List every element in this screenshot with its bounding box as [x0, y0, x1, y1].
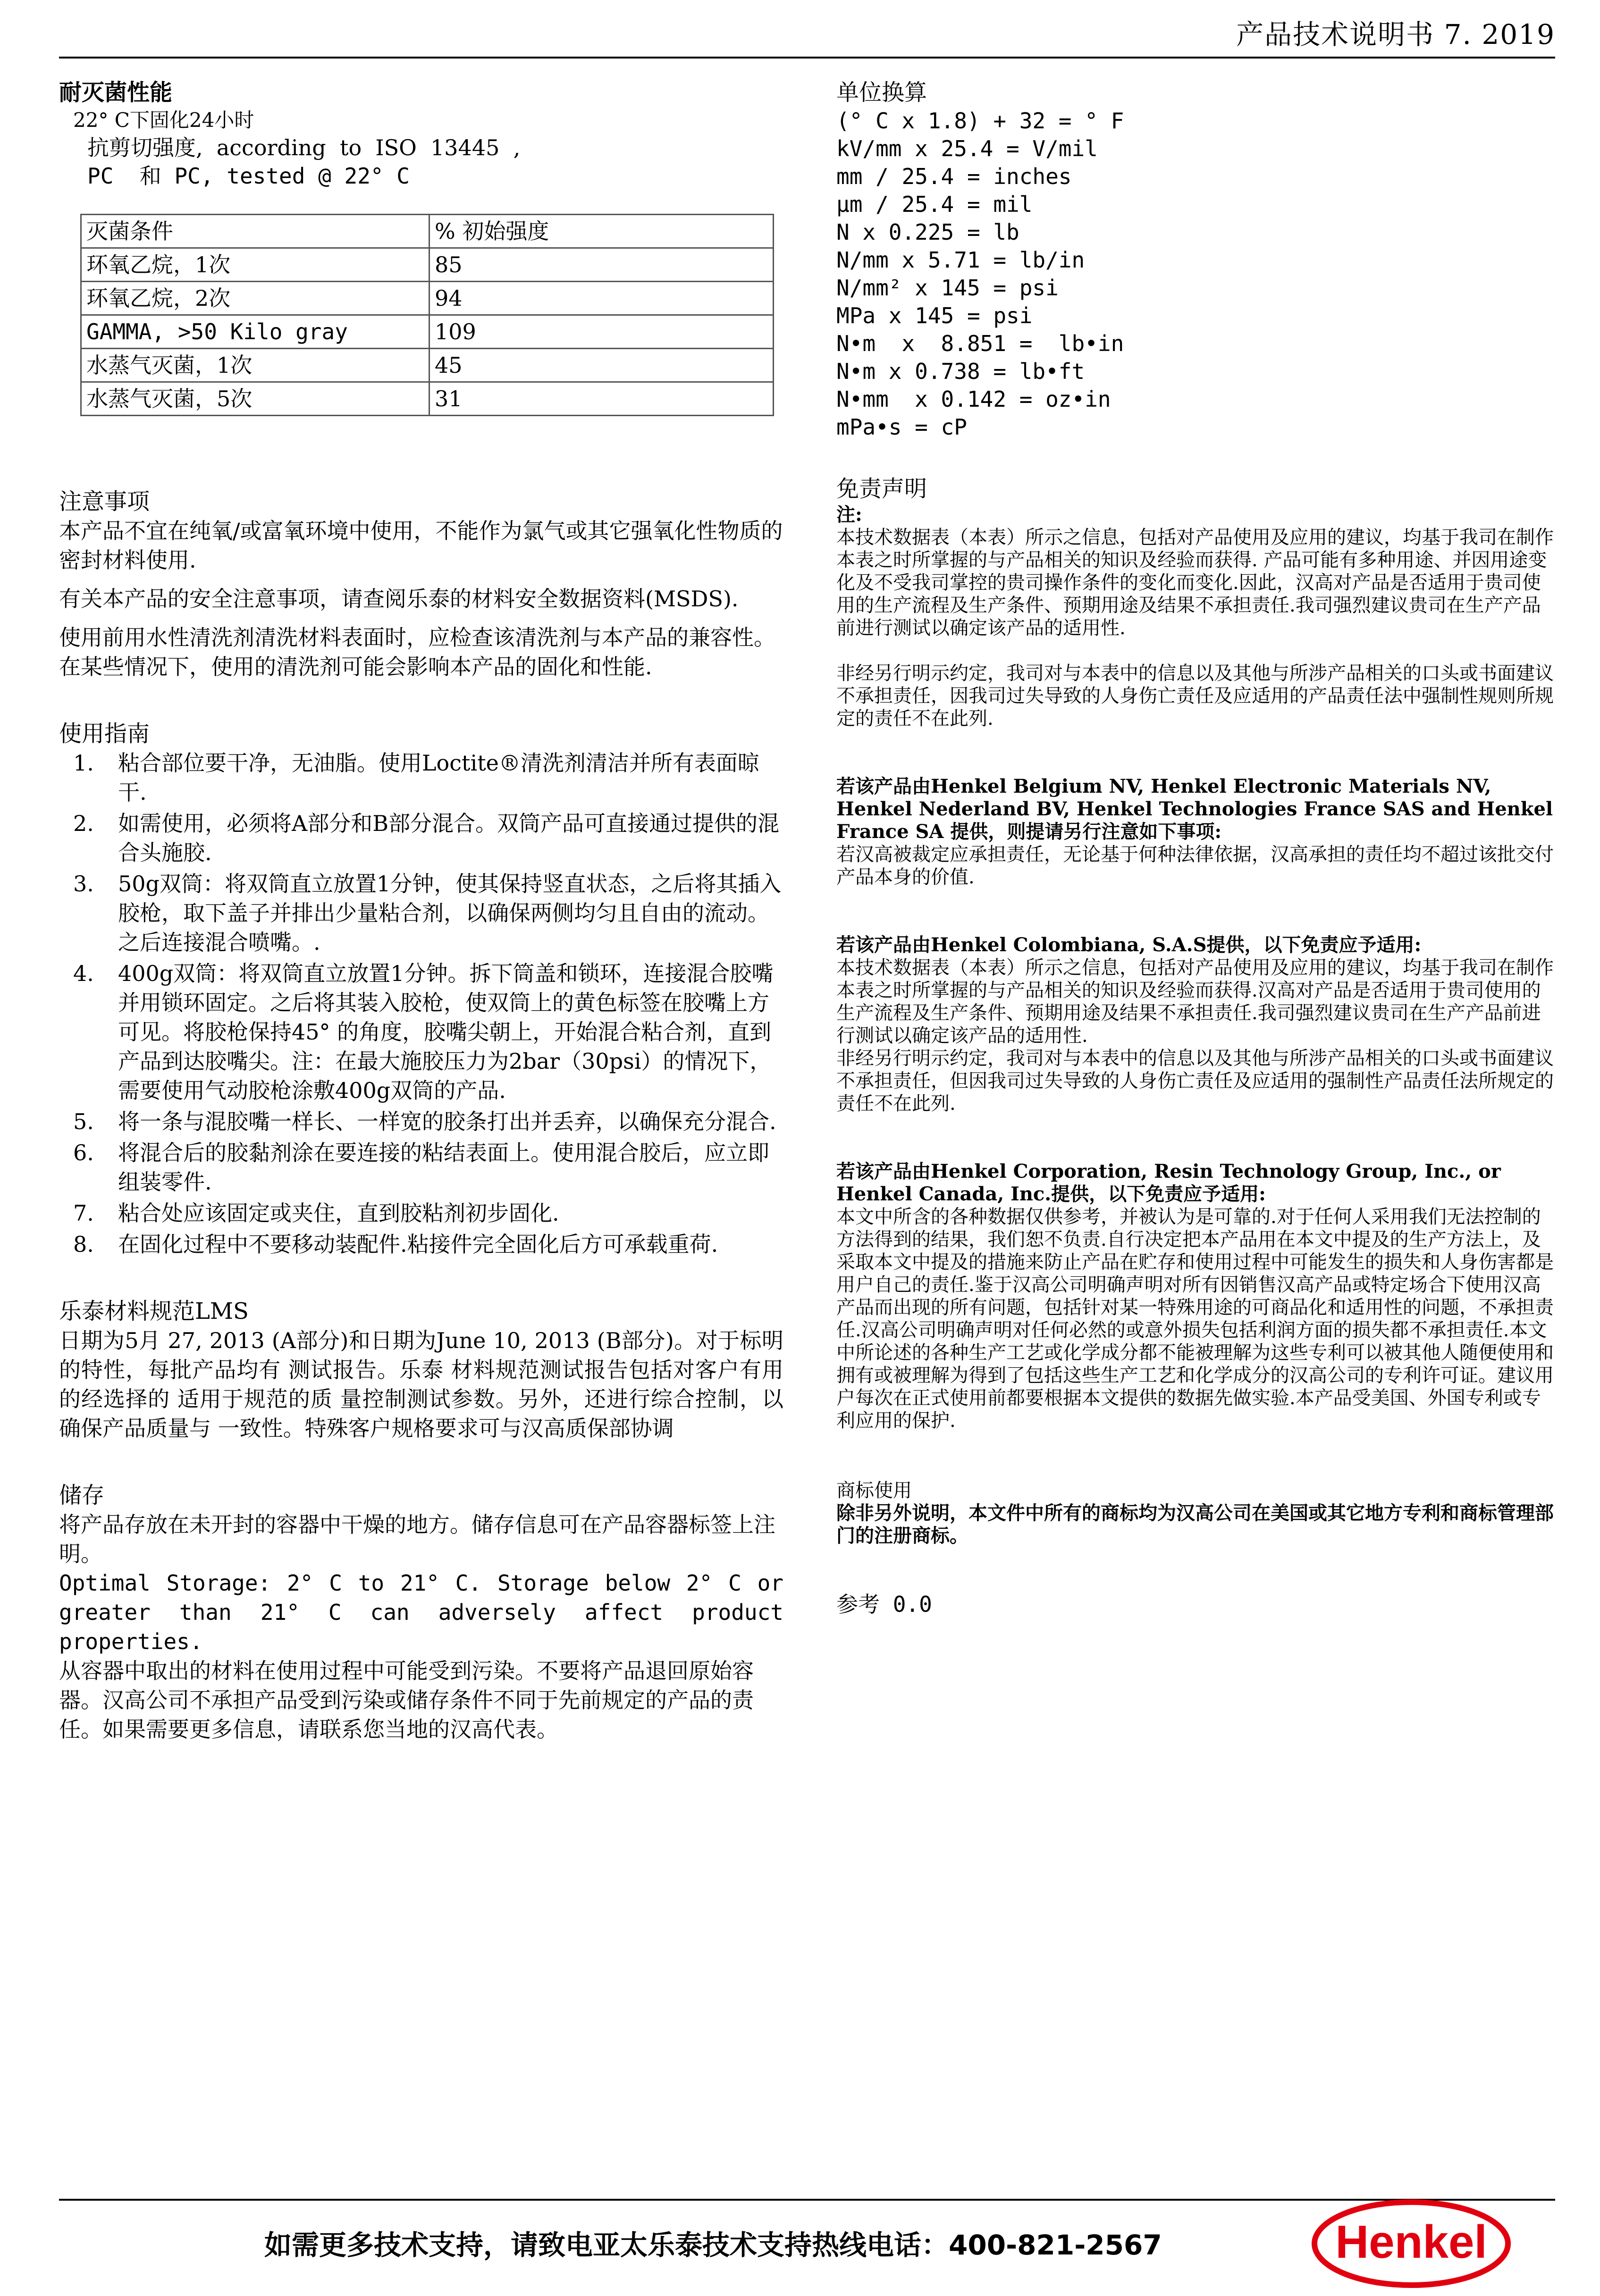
table-row	[81, 282, 774, 315]
disclaimer-note-label: 注:	[836, 503, 862, 526]
conversion-line: mm / 25.4 = inches	[836, 164, 1072, 189]
list-item-text: 400g双筒：将双筒直立放置1分钟。拆下筒盖和锁环，连接混合胶嘴并用锁环固定。之后将其装入胶枪，使双筒上的黄色标签在胶嘴上方可见。将胶枪保持45° 的角度，胶嘴尖朝上，开始混合粘合剂，直到产品到达胶嘴尖。注：在最大施胶压力为2bar（30psi）的情况下，需要使用气动胶枪涂敷400g双筒的产品.	[118, 961, 774, 1103]
directions-list	[59, 748, 783, 1259]
conversion-line: N•mm x 0.142 = oz•in	[836, 386, 1111, 412]
conversions-heading: 单位换算	[836, 79, 927, 106]
left-column	[59, 78, 783, 1744]
list-item	[59, 1138, 783, 1197]
directions-section	[59, 719, 783, 1259]
table-cell: 环氧乙烷，1次	[81, 248, 429, 282]
europe-disclaimer-heading: 若该产品由Henkel Belgium NV, Henkel Electronic Materials NV, Henkel Nederland BV, Henkel Technologies France SAS and Henkel France SA 提供，则提请另行注意如下事项:	[836, 775, 1553, 843]
test-method-line-1: 抗剪切强度, according to ISO 13445 ,	[87, 135, 521, 160]
europe-disclaimer-text: 若汉高被裁定应承担责任，无论基于何种法律依据，汉高承担的责任均不超过该批交付产品本身的价值.	[836, 844, 1554, 888]
storage-paragraph-2: Optimal Storage: 2° C to 21° C. Storage below 2° C or greater than 21° C can adversely affect product properties.	[59, 1570, 783, 1654]
conversion-line: N/mm² x 145 = psi	[836, 275, 1059, 301]
conversion-line: mPa•s = cP	[836, 414, 967, 440]
sterilization-section	[59, 78, 783, 416]
henkel-logo	[1307, 2199, 1515, 2288]
table-row	[81, 382, 774, 416]
list-item-number: 1.	[73, 750, 94, 776]
list-item-text: 50g双筒：将双筒直立放置1分钟，使其保持竖直状态，之后将其插入胶枪，取下盖子并排出少量粘合剂，以确保两侧均匀且自由的流动。之后连接混合喷嘴。.	[118, 871, 782, 955]
table-row	[81, 349, 774, 382]
colombia-disclaimer-heading: 若该产品由Henkel Colombiana, S.A.S提供，以下免责应予适用:	[836, 934, 1422, 956]
disclaimer-section	[836, 474, 1558, 1432]
conversion-line: MPa x 145 = psi	[836, 303, 1033, 328]
list-item-number: 4.	[73, 961, 94, 986]
conversion-line: kV/mm x 25.4 = V/mil	[836, 136, 1098, 161]
list-item-text: 将混合后的胶黏剂涂在要连接的粘结表面上。使用混合胶后，应立即组装零件.	[118, 1140, 769, 1195]
list-item-number: 8.	[73, 1232, 94, 1257]
list-item	[59, 1198, 783, 1228]
table-cell: 环氧乙烷，2次	[81, 282, 429, 315]
list-item-number: 6.	[73, 1140, 94, 1165]
reference-number: 参考 0.0	[836, 1592, 932, 1617]
conversion-line: N•m x 8.851 = lb•in	[836, 331, 1124, 356]
list-item-number: 2.	[73, 811, 94, 836]
trademark-text: 除非另外说明，本文件中所有的商标均为汉高公司在美国或其它地方专利和商标管理部门的注册商标。	[836, 1502, 1554, 1547]
table-cell: 94	[429, 282, 774, 315]
storage-paragraph-1: 将产品存放在未开封的容器中干燥的地方。储存信息可在产品容器标签上注明。	[59, 1512, 775, 1567]
table-header-row	[81, 215, 774, 248]
precautions-heading: 注意事项	[59, 488, 150, 515]
corporation-disclaimer-text: 本文中所含的各种数据仅供参考，并被认为是可靠的.对于任何人采用我们无法控制的方法得到的结果，我们恕不负责.自行决定把本产品用在本文中提及的生产方法上，及采取本文中提及的措施来防止产品在贮存和使用过程中可能发生的损失和人身伤害都是用户自己的责任.鉴于汉高公司明确声明对所有因销售汉高产品或特定场合下使用汉高产品而出现的所有问题，包括针对某一特殊用途的可商品化和适用性的问题，不承担责任.汉高公司明确声明对任何必然的或意外损失包括利润方面的损失都不承担责任.本文中所论述的各种生产工艺或化学成分都不能被理解为这些专利可以被其他人随便使用和拥有或被理解为得到了包括这些生产工艺和化学成分的汉高公司的专利许可证。建议用户每次在正式使用前都要根据本文提供的数据先做实验.本产品受美国、外国专利或专利应用的保护.	[836, 1206, 1554, 1432]
precautions-paragraph-3: 使用前用水性清洗剂清洗材料表面时，应检查该清洗剂与本产品的兼容性。在某些情况下，使用的清洗剂可能会影响本产品的固化和性能.	[59, 625, 775, 679]
precautions-section	[59, 487, 783, 681]
list-item	[59, 809, 783, 867]
table-cell: 109	[429, 315, 774, 349]
document-header-title: 产品技术说明书 7. 2019	[1236, 18, 1555, 50]
header-divider	[59, 57, 1555, 59]
conversion-line: µm / 25.4 = mil	[836, 192, 1033, 217]
right-column	[836, 78, 1558, 1619]
precautions-paragraph-1: 本产品不宜在纯氧/或富氧环境中使用，不能作为氯气或其它强氧化性物质的密封材料使用.	[59, 518, 783, 573]
table-cell: 45	[429, 349, 774, 382]
list-item	[59, 1107, 783, 1136]
list-item-text: 如需使用，必须将A部分和B部分混合。双筒产品可直接通过提供的混合头施胶.	[118, 811, 780, 865]
table-cell: 水蒸气灭菌，5次	[81, 382, 429, 416]
sterilization-table	[80, 214, 774, 416]
trademark-section	[836, 1479, 1558, 1547]
table-header-cell: 灭菌条件	[81, 215, 429, 248]
conversion-line: N/mm x 5.71 = lb/in	[836, 247, 1085, 273]
storage-heading: 储存	[59, 1482, 105, 1508]
table-row	[81, 248, 774, 282]
conversion-line: N•m x 0.738 = lb•ft	[836, 359, 1085, 384]
lms-section	[59, 1297, 783, 1443]
list-item	[59, 869, 783, 957]
conversions-section	[836, 78, 1558, 441]
corporation-disclaimer-heading: 若该产品由Henkel Corporation, Resin Technology Group, Inc., or Henkel Canada, Inc.提供，以下免责应予适用:	[836, 1160, 1501, 1205]
table-cell: 31	[429, 382, 774, 416]
list-item-number: 3.	[73, 871, 94, 897]
list-item-text: 粘合处应该固定或夹住，直到胶粘剂初步固化.	[118, 1200, 559, 1226]
cure-condition: 22° C下固化24小时	[73, 109, 254, 132]
table-header-cell: % 初始强度	[429, 215, 774, 248]
precautions-paragraph-2: 有关本产品的安全注意事项，请查阅乐泰的材料安全数据资料(MSDS).	[59, 586, 739, 612]
list-item-number: 7.	[73, 1200, 94, 1226]
directions-heading: 使用指南	[59, 721, 150, 747]
support-hotline-text: 如需更多技术支持，请致电亚太乐泰技术支持热线电话：400-821-2567	[264, 2229, 1162, 2261]
list-item-text: 将一条与混胶嘴一样长、一样宽的胶条打出并丢弃，以确保充分混合.	[118, 1109, 776, 1134]
conversion-line: N x 0.225 = lb	[836, 219, 1019, 245]
list-item-text: 在固化过程中不要移动装配件.粘接件完全固化后方可承载重荷.	[118, 1232, 718, 1257]
table-row	[81, 315, 774, 349]
trademark-heading: 商标使用	[836, 1480, 912, 1501]
list-item	[59, 1230, 783, 1259]
disclaimer-paragraph-2: 非经另行明示约定，我司对与本表中的信息以及其他与所涉产品相关的口头或书面建议不承担责任，因我司过失导致的人身伤亡责任及应适用的产品责任法中强制性规则所规定的责任不在此列.	[836, 662, 1554, 729]
list-item	[59, 959, 783, 1105]
list-item-number: 5.	[73, 1109, 94, 1134]
lms-paragraph: 日期为5月 27, 2013 (A部分)和日期为June 10, 2013 (B部分)。对于标明的特性，每批产品均有 测试报告。乐泰 材料规范测试报告包括对客户有用的经选择的 适用于规范的质 量控制测试参数。另外，还进行综合控制，以 确保产品质量与 一致性。特殊客户规格要求可与汉高质保部协调	[59, 1328, 783, 1441]
lms-heading: 乐泰材料规范LMS	[59, 1298, 249, 1324]
conversion-line: (° C x 1.8) + 32 = ° F	[836, 108, 1124, 134]
table-cell: 水蒸气灭菌，1次	[81, 349, 429, 382]
disclaimer-paragraph-1: 本技术数据表（本表）所示之信息，包括对产品使用及应用的建议，均基于我司在制作本表之时所掌握的与产品相关的知识及经验而获得. 产品可能有多种用途、并因用途变化及不受我司掌控的贵司操作条件的变化而变化.因此，汉高对产品是否适用于贵司使用的生产流程及生产条件、预期用途及结果不承担责任.我司强烈建议贵司在生产产品前进行测试以确定该产品的适用性.	[836, 527, 1554, 639]
colombia-disclaimer-paragraph-2: 非经另行明示约定，我司对与本表中的信息以及其他与所涉产品相关的口头或书面建议不承担责任，但因我司过失导致的人身伤亡责任及应适用的强制性产品责任法所规定的责任不在此列.	[836, 1047, 1554, 1114]
storage-paragraph-3: 从容器中取出的材料在使用过程中可能受到污染。不要将产品退回原始容器。汉高公司不承担产品受到污染或储存条件不同于先前规定的产品的责任。如果需要更多信息，请联系您当地的汉高代表。	[59, 1658, 754, 1742]
list-item	[59, 748, 783, 807]
storage-section	[59, 1481, 783, 1744]
table-cell: GAMMA, >50 Kilo gray	[81, 315, 429, 349]
test-method-line-2: PC 和 PC, tested @ 22° C	[87, 163, 410, 189]
list-item-text: 粘合部位要干净，无油脂。使用Loctite®清洗剂清洁并所有表面晾干.	[118, 750, 759, 805]
disclaimer-heading: 免责声明	[836, 476, 927, 502]
sterilization-heading: 耐灭菌性能	[59, 79, 173, 106]
colombia-disclaimer-paragraph-1: 本技术数据表（本表）所示之信息，包括对产品使用及应用的建议，均基于我司在制作本表之时所掌握的与产品相关的知识及经验而获得.汉高对产品是否适用于贵司使用的生产流程及生产条件、预期用途及结果不承担责任.我司强烈建议贵司在生产产品前进行测试以确定该产品的适用性.	[836, 957, 1554, 1047]
table-cell: 85	[429, 248, 774, 282]
henkel-logo-text: Henkel	[1335, 2216, 1487, 2268]
